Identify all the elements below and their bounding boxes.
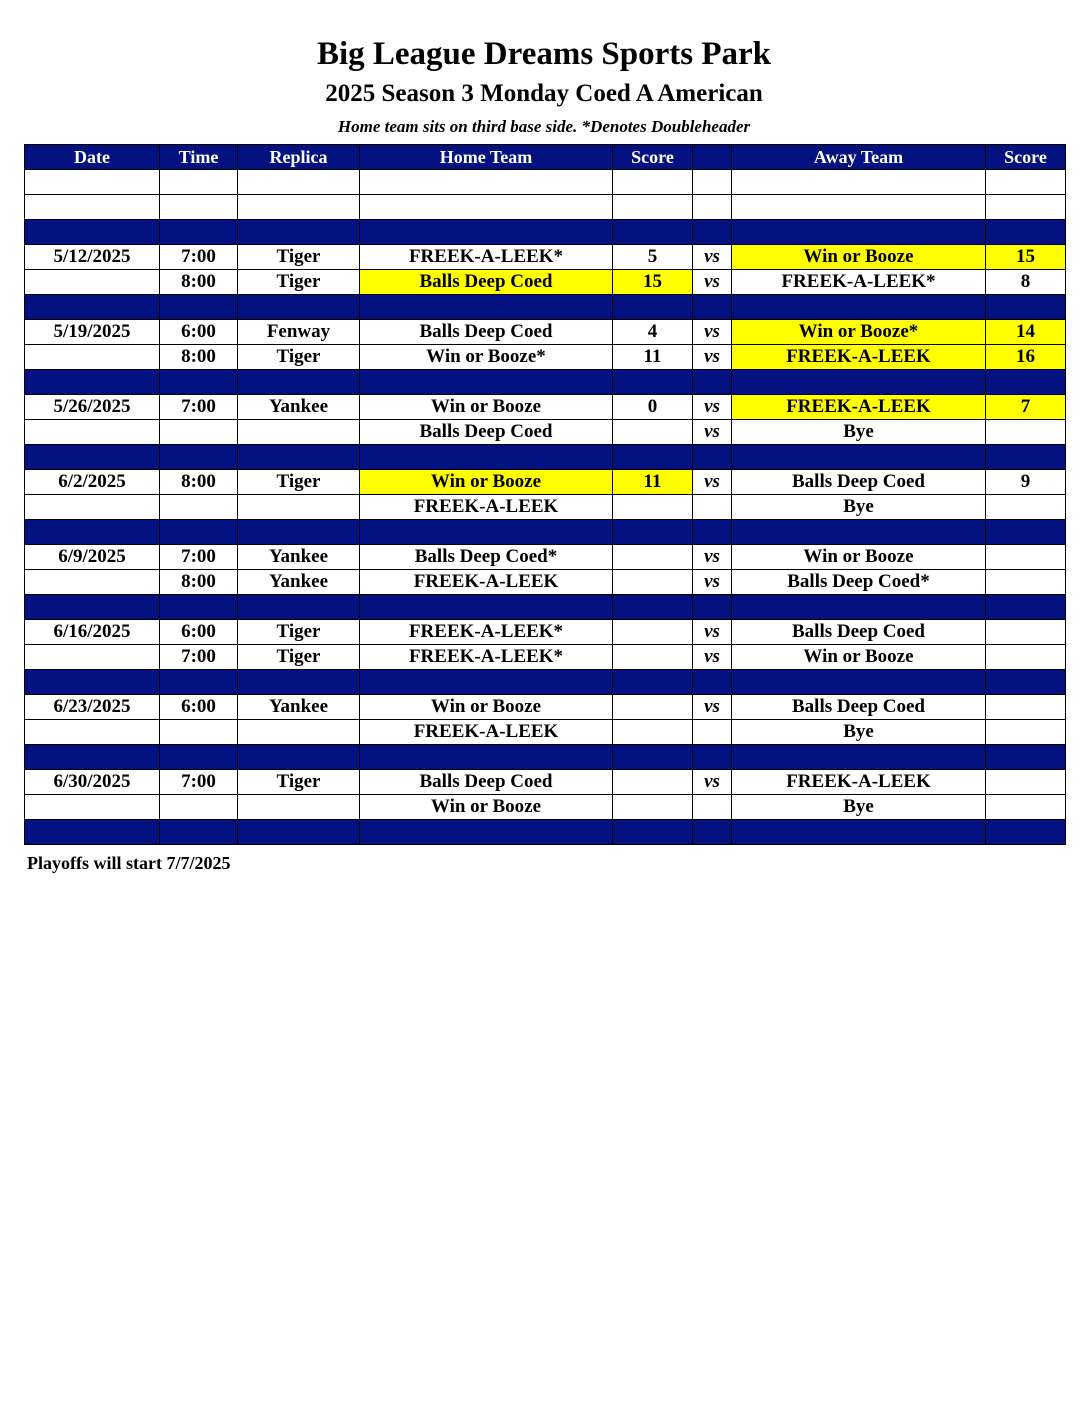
replica-cell xyxy=(238,220,360,245)
replica-cell xyxy=(238,820,360,845)
vs-cell xyxy=(693,195,732,220)
away-team-cell: Win or Booze xyxy=(732,645,986,670)
home-score-cell xyxy=(613,795,693,820)
away-score-cell xyxy=(986,295,1066,320)
away-team-cell: Win or Booze xyxy=(732,245,986,270)
away-team-cell xyxy=(732,595,986,620)
game-row xyxy=(25,345,1066,370)
time-cell xyxy=(160,420,238,445)
time-cell xyxy=(160,220,238,245)
time-cell: 6:00 xyxy=(160,320,238,345)
time-cell xyxy=(160,720,238,745)
game-row xyxy=(25,570,1066,595)
date-cell xyxy=(25,195,160,220)
replica-cell xyxy=(238,295,360,320)
vs-cell xyxy=(693,495,732,520)
replica-cell: Tiger xyxy=(238,245,360,270)
week-separator-row xyxy=(25,445,1066,470)
schedule-body xyxy=(25,170,1066,845)
time-cell: 6:00 xyxy=(160,620,238,645)
date-cell: 6/2/2025 xyxy=(25,470,160,495)
away-team-cell xyxy=(732,745,986,770)
date-cell: 5/19/2025 xyxy=(25,320,160,345)
time-cell: 8:00 xyxy=(160,570,238,595)
away-score-cell xyxy=(986,745,1066,770)
home-team-cell xyxy=(360,445,613,470)
home-team-cell: Win or Booze xyxy=(360,795,613,820)
away-score-cell xyxy=(986,770,1066,795)
home-team-cell: Balls Deep Coed xyxy=(360,420,613,445)
time-cell xyxy=(160,370,238,395)
table-header-row xyxy=(25,145,1066,170)
time-cell: 8:00 xyxy=(160,470,238,495)
header-replica: Replica xyxy=(238,145,360,170)
replica-cell xyxy=(238,170,360,195)
replica-cell xyxy=(238,595,360,620)
away-team-cell: FREEK-A-LEEK xyxy=(732,345,986,370)
time-cell xyxy=(160,170,238,195)
date-cell: 6/30/2025 xyxy=(25,770,160,795)
time-cell: 6:00 xyxy=(160,695,238,720)
date-cell xyxy=(25,295,160,320)
home-score-cell: 15 xyxy=(613,270,693,295)
game-row xyxy=(25,695,1066,720)
replica-cell: Yankee xyxy=(238,570,360,595)
away-team-cell xyxy=(732,370,986,395)
vs-cell: vs xyxy=(693,245,732,270)
away-score-cell xyxy=(986,170,1066,195)
home-team-cell xyxy=(360,170,613,195)
home-team-cell: Win or Booze xyxy=(360,395,613,420)
home-team-cell: FREEK-A-LEEK* xyxy=(360,645,613,670)
replica-cell xyxy=(238,745,360,770)
date-cell: 6/23/2025 xyxy=(25,695,160,720)
away-score-cell xyxy=(986,420,1066,445)
vs-cell: vs xyxy=(693,770,732,795)
home-team-cell xyxy=(360,595,613,620)
home-team-cell: Win or Booze xyxy=(360,470,613,495)
replica-cell xyxy=(238,195,360,220)
away-score-cell: 9 xyxy=(986,470,1066,495)
home-score-cell xyxy=(613,170,693,195)
week-separator-row xyxy=(25,670,1066,695)
replica-cell xyxy=(238,795,360,820)
date-cell xyxy=(25,220,160,245)
home-score-cell xyxy=(613,770,693,795)
home-score-cell xyxy=(613,620,693,645)
away-team-cell: Win or Booze xyxy=(732,545,986,570)
week-separator-row xyxy=(25,295,1066,320)
date-cell xyxy=(25,795,160,820)
playoffs-note: Playoffs will start 7/7/2025 xyxy=(27,853,231,873)
home-team-cell: FREEK-A-LEEK xyxy=(360,495,613,520)
away-score-cell: 7 xyxy=(986,395,1066,420)
home-team-cell xyxy=(360,670,613,695)
home-score-cell xyxy=(613,220,693,245)
date-cell xyxy=(25,520,160,545)
home-team-cell: FREEK-A-LEEK* xyxy=(360,245,613,270)
away-team-cell xyxy=(732,220,986,245)
away-score-cell xyxy=(986,220,1066,245)
vs-cell xyxy=(693,595,732,620)
week-separator-row xyxy=(25,745,1066,770)
date-cell xyxy=(25,370,160,395)
away-team-cell: FREEK-A-LEEK xyxy=(732,770,986,795)
away-team-cell: Balls Deep Coed xyxy=(732,470,986,495)
home-team-cell: Balls Deep Coed xyxy=(360,320,613,345)
home-team-cell: FREEK-A-LEEK* xyxy=(360,620,613,645)
home-team-cell xyxy=(360,820,613,845)
home-score-cell xyxy=(613,545,693,570)
game-row xyxy=(25,470,1066,495)
date-cell: 6/16/2025 xyxy=(25,620,160,645)
game-row xyxy=(25,770,1066,795)
vs-cell: vs xyxy=(693,270,732,295)
date-cell xyxy=(25,720,160,745)
header-time: Time xyxy=(160,145,238,170)
replica-cell: Tiger xyxy=(238,345,360,370)
vs-cell: vs xyxy=(693,545,732,570)
vs-cell xyxy=(693,670,732,695)
time-cell xyxy=(160,595,238,620)
home-score-cell: 11 xyxy=(613,345,693,370)
away-score-cell: 14 xyxy=(986,320,1066,345)
header-home-score: Score xyxy=(613,145,693,170)
vs-cell xyxy=(693,745,732,770)
replica-cell xyxy=(238,520,360,545)
away-team-cell: FREEK-A-LEEK xyxy=(732,395,986,420)
home-team-cell xyxy=(360,745,613,770)
replica-cell xyxy=(238,370,360,395)
home-team-cell: FREEK-A-LEEK xyxy=(360,570,613,595)
date-cell xyxy=(25,170,160,195)
game-row xyxy=(25,245,1066,270)
vs-cell xyxy=(693,170,732,195)
away-score-cell xyxy=(986,695,1066,720)
replica-cell: Tiger xyxy=(238,270,360,295)
replica-cell: Tiger xyxy=(238,770,360,795)
vs-cell: vs xyxy=(693,420,732,445)
game-row xyxy=(25,320,1066,345)
away-team-cell: Balls Deep Coed* xyxy=(732,570,986,595)
game-row xyxy=(25,795,1066,820)
time-cell xyxy=(160,295,238,320)
time-cell: 7:00 xyxy=(160,645,238,670)
away-score-cell xyxy=(986,195,1066,220)
time-cell xyxy=(160,195,238,220)
away-score-cell xyxy=(986,645,1066,670)
header-home-team: Home Team xyxy=(360,145,613,170)
home-score-cell xyxy=(613,720,693,745)
replica-cell xyxy=(238,445,360,470)
date-cell: 6/9/2025 xyxy=(25,545,160,570)
home-score-cell xyxy=(613,195,693,220)
week-separator-row xyxy=(25,520,1066,545)
page-subtitle: 2025 Season 3 Monday Coed A American xyxy=(325,80,763,107)
replica-cell: Yankee xyxy=(238,545,360,570)
date-cell xyxy=(25,270,160,295)
away-score-cell xyxy=(986,495,1066,520)
home-score-cell xyxy=(613,695,693,720)
home-score-cell xyxy=(613,820,693,845)
game-row xyxy=(25,545,1066,570)
home-team-cell xyxy=(360,220,613,245)
away-score-cell xyxy=(986,795,1066,820)
away-team-cell xyxy=(732,195,986,220)
home-score-cell xyxy=(613,595,693,620)
vs-cell: vs xyxy=(693,345,732,370)
away-score-cell xyxy=(986,545,1066,570)
home-team-cell: Win or Booze* xyxy=(360,345,613,370)
home-score-cell: 0 xyxy=(613,395,693,420)
replica-cell: Fenway xyxy=(238,320,360,345)
away-team-cell: Win or Booze* xyxy=(732,320,986,345)
home-score-cell xyxy=(613,570,693,595)
time-cell xyxy=(160,670,238,695)
date-cell xyxy=(25,745,160,770)
replica-cell: Tiger xyxy=(238,645,360,670)
blank-row xyxy=(25,195,1066,220)
home-team-cell: Win or Booze xyxy=(360,695,613,720)
away-team-cell xyxy=(732,520,986,545)
game-row xyxy=(25,720,1066,745)
away-team-cell xyxy=(732,295,986,320)
doubleheader-note: Home team sits on third base side. *Denotes Doubleheader xyxy=(337,117,751,136)
replica-cell: Tiger xyxy=(238,470,360,495)
header-vs xyxy=(693,145,732,170)
game-row xyxy=(25,395,1066,420)
away-score-cell: 8 xyxy=(986,270,1066,295)
date-cell: 5/12/2025 xyxy=(25,245,160,270)
away-score-cell xyxy=(986,570,1066,595)
away-team-cell: Bye xyxy=(732,720,986,745)
header-date: Date xyxy=(25,145,160,170)
home-team-cell xyxy=(360,195,613,220)
away-team-cell: FREEK-A-LEEK* xyxy=(732,270,986,295)
vs-cell: vs xyxy=(693,645,732,670)
vs-cell: vs xyxy=(693,470,732,495)
time-cell xyxy=(160,445,238,470)
time-cell: 8:00 xyxy=(160,345,238,370)
home-score-cell xyxy=(613,445,693,470)
time-cell: 7:00 xyxy=(160,245,238,270)
away-score-cell xyxy=(986,445,1066,470)
home-score-cell xyxy=(613,645,693,670)
game-row xyxy=(25,645,1066,670)
replica-cell xyxy=(238,720,360,745)
time-cell: 8:00 xyxy=(160,270,238,295)
away-team-cell xyxy=(732,670,986,695)
week-separator-row xyxy=(25,370,1066,395)
time-cell xyxy=(160,820,238,845)
vs-cell xyxy=(693,220,732,245)
away-team-cell xyxy=(732,820,986,845)
home-score-cell xyxy=(613,495,693,520)
game-row xyxy=(25,620,1066,645)
home-team-cell xyxy=(360,520,613,545)
schedule-table xyxy=(24,144,1066,845)
home-team-cell: FREEK-A-LEEK xyxy=(360,720,613,745)
vs-cell xyxy=(693,370,732,395)
home-score-cell: 5 xyxy=(613,245,693,270)
away-team-cell: Bye xyxy=(732,495,986,520)
home-score-cell: 4 xyxy=(613,320,693,345)
away-score-cell xyxy=(986,370,1066,395)
game-row xyxy=(25,270,1066,295)
home-score-cell: 11 xyxy=(613,470,693,495)
replica-cell xyxy=(238,670,360,695)
replica-cell xyxy=(238,420,360,445)
away-team-cell: Bye xyxy=(732,795,986,820)
replica-cell: Tiger xyxy=(238,620,360,645)
away-team-cell: Balls Deep Coed xyxy=(732,620,986,645)
home-score-cell xyxy=(613,370,693,395)
away-score-cell xyxy=(986,820,1066,845)
away-score-cell xyxy=(986,670,1066,695)
vs-cell xyxy=(693,720,732,745)
vs-cell xyxy=(693,820,732,845)
vs-cell: vs xyxy=(693,320,732,345)
replica-cell xyxy=(238,495,360,520)
date-cell xyxy=(25,570,160,595)
away-score-cell: 16 xyxy=(986,345,1066,370)
blank-row xyxy=(25,170,1066,195)
vs-cell: vs xyxy=(693,695,732,720)
vs-cell xyxy=(693,445,732,470)
time-cell: 7:00 xyxy=(160,395,238,420)
date-cell xyxy=(25,820,160,845)
vs-cell: vs xyxy=(693,620,732,645)
home-score-cell xyxy=(613,670,693,695)
vs-cell xyxy=(693,520,732,545)
home-score-cell xyxy=(613,420,693,445)
replica-cell: Yankee xyxy=(238,695,360,720)
date-cell xyxy=(25,445,160,470)
date-cell xyxy=(25,595,160,620)
away-team-cell xyxy=(732,170,986,195)
time-cell xyxy=(160,745,238,770)
week-separator-row xyxy=(25,220,1066,245)
date-cell xyxy=(25,495,160,520)
home-score-cell xyxy=(613,295,693,320)
page-title: Big League Dreams Sports Park xyxy=(316,36,772,72)
time-cell xyxy=(160,520,238,545)
home-score-cell xyxy=(613,520,693,545)
away-score-cell xyxy=(986,595,1066,620)
date-cell: 5/26/2025 xyxy=(25,395,160,420)
vs-cell xyxy=(693,295,732,320)
vs-cell: vs xyxy=(693,395,732,420)
date-cell xyxy=(25,645,160,670)
vs-cell xyxy=(693,795,732,820)
header-away-team: Away Team xyxy=(732,145,986,170)
time-cell xyxy=(160,795,238,820)
away-team-cell: Bye xyxy=(732,420,986,445)
date-cell xyxy=(25,670,160,695)
time-cell: 7:00 xyxy=(160,770,238,795)
time-cell: 7:00 xyxy=(160,545,238,570)
away-team-cell xyxy=(732,445,986,470)
home-team-cell: Balls Deep Coed xyxy=(360,270,613,295)
week-separator-row xyxy=(25,595,1066,620)
game-row xyxy=(25,495,1066,520)
home-team-cell xyxy=(360,295,613,320)
away-score-cell xyxy=(986,620,1066,645)
time-cell xyxy=(160,495,238,520)
away-score-cell xyxy=(986,720,1066,745)
replica-cell: Yankee xyxy=(238,395,360,420)
home-score-cell xyxy=(613,745,693,770)
home-team-cell xyxy=(360,370,613,395)
game-row xyxy=(25,420,1066,445)
away-score-cell: 15 xyxy=(986,245,1066,270)
vs-cell: vs xyxy=(693,570,732,595)
away-score-cell xyxy=(986,520,1066,545)
home-team-cell: Balls Deep Coed xyxy=(360,770,613,795)
date-cell xyxy=(25,420,160,445)
header-away-score: Score xyxy=(986,145,1066,170)
away-team-cell: Balls Deep Coed xyxy=(732,695,986,720)
week-separator-row xyxy=(25,820,1066,845)
home-team-cell: Balls Deep Coed* xyxy=(360,545,613,570)
date-cell xyxy=(25,345,160,370)
